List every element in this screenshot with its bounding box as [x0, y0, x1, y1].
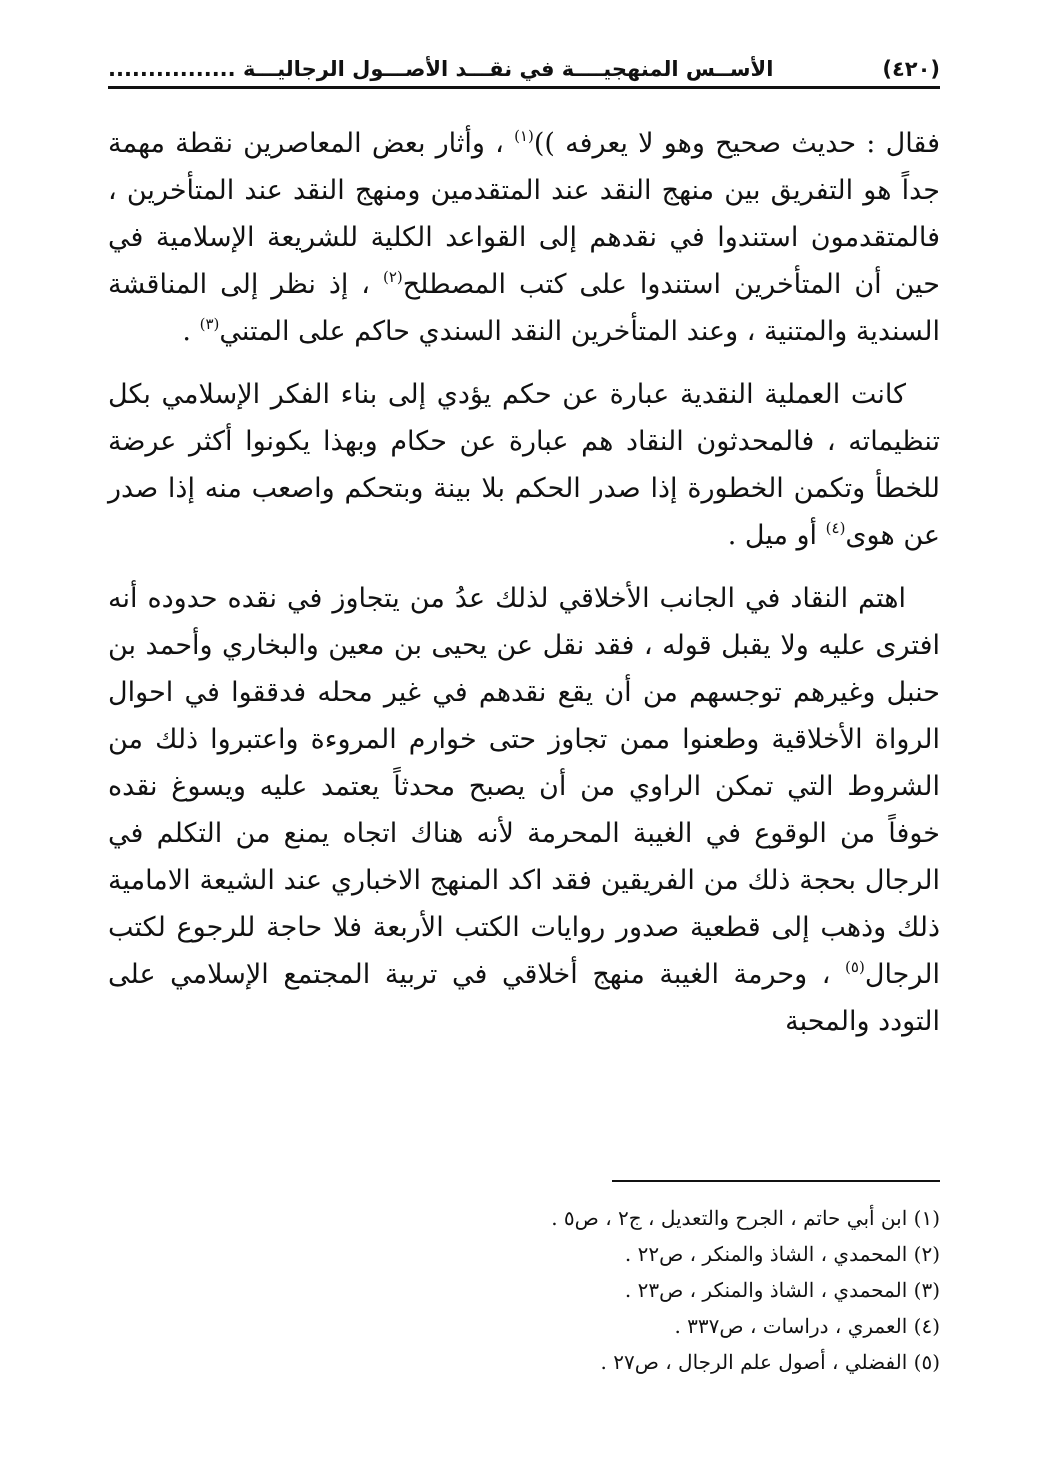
- paragraph-3: [108, 575, 940, 1045]
- footnotes: [108, 1200, 940, 1380]
- footnote-2: (٢) المحمدي ، الشاذ والمنكر ، ص٢٢ .: [624, 1242, 940, 1266]
- text-segment: .: [182, 316, 200, 347]
- paragraph-2: [108, 371, 940, 559]
- footnote-ref-2: (٢): [382, 268, 403, 286]
- text-segment: ، وحرمة الغيبة منهج أخلاقي في تربية المجتمع الإسلامي على التودد والمحبة: [108, 959, 940, 1037]
- footnote-separator: [612, 1180, 940, 1182]
- text-segment: ، إذ نظر إلى المناقشة السندية والمتنية ، وعند المتأخرين النقد السندي حاكم على المتني: [108, 269, 940, 347]
- text-segment: فقال : حديث صحيح وهو لا يعرفه )): [533, 128, 940, 159]
- text-segment: أو ميل .: [727, 520, 826, 551]
- paragraph-1: [108, 120, 940, 355]
- footnote-5: (٥) الفضلي ، أصول علم الرجال ، ص٢٧ .: [600, 1350, 940, 1374]
- text-segment: اهتم النقاد في الجانب الأخلاقي لذلك عدُ من يتجاوز في نقده حدوده أنه افترى عليه ولا يقبل قوله ، فقد نقل عن يحيى بن معين والبخاري وأحمد بن حنبل وغيرهم توجسهم من أن يقع نقدهم في غير محله فدققوا في احوال الرواة الأخلاقية وطعنوا ممن تجاوز حتى خوارم المروءة واعتبروا ذلك من الشروط التي تمكن الراوي من أن يصبح محدثاً يعتمد عليه ويسوغ نقده خوفاً من الوقوع في الغيبة المحرمة لأنه هناك اتجاه يمنع من التكلم في الرجال بحجة ذلك من الفريقين فقد اكد المنهج الاخباري عند الشيعة الامامية ذلك وذهب إلى قطعية صدور روايات الكتب الأربعة فلا حاجة للرجوع لكتب الرجال: [108, 583, 940, 990]
- running-title: الأســس المنهجيــــة في نقـــد الأصـــول الرجاليـــة ................: [108, 57, 774, 81]
- text-segment: كانت العملية النقدية عبارة عن حكم يؤدي إلى بناء الفكر الإسلامي بكل تنظيماته ، فالمحدثون النقاد هم عبارة عن حكام وبهذا يكونوا أكثر عرضة للخطأ وتكمن الخطورة إذا صدر الحكم بلا بينة وبتحكم واصعب منه إذا صدر عن هوى: [108, 379, 940, 551]
- footnote-ref-5: (٥): [845, 958, 865, 976]
- footnote-4: (٤) العمري ، دراسات ، ص٣٣٧ .: [674, 1314, 940, 1338]
- text-segment: ، وأثار بعض المعاصرين نقطة مهمة جداً هو التفريق بين منهج النقد عند المتقدمين ومنهج النقد عند المتأخرين ، فالمتقدمون استندوا في نقدهم إلى القواعد الكلية للشريعة الإسلامية في حين أن المتأخرين استندوا على كتب المصطلح: [108, 128, 940, 300]
- footnote-ref-3: (٣): [199, 315, 220, 333]
- footnote-ref-1: (١): [514, 127, 534, 145]
- main-text: [108, 120, 940, 1061]
- footnote-3: (٣) المحمدي ، الشاذ والمنكر ، ص٢٣ .: [624, 1278, 940, 1302]
- page-number: (٤٢٠): [882, 57, 940, 81]
- footnote-1: (١) ابن أبي حاتم ، الجرح والتعديل ، ج٢ ، ص٥ .: [551, 1206, 940, 1230]
- footnote-ref-4: (٤): [825, 519, 846, 537]
- page-header: [108, 44, 940, 89]
